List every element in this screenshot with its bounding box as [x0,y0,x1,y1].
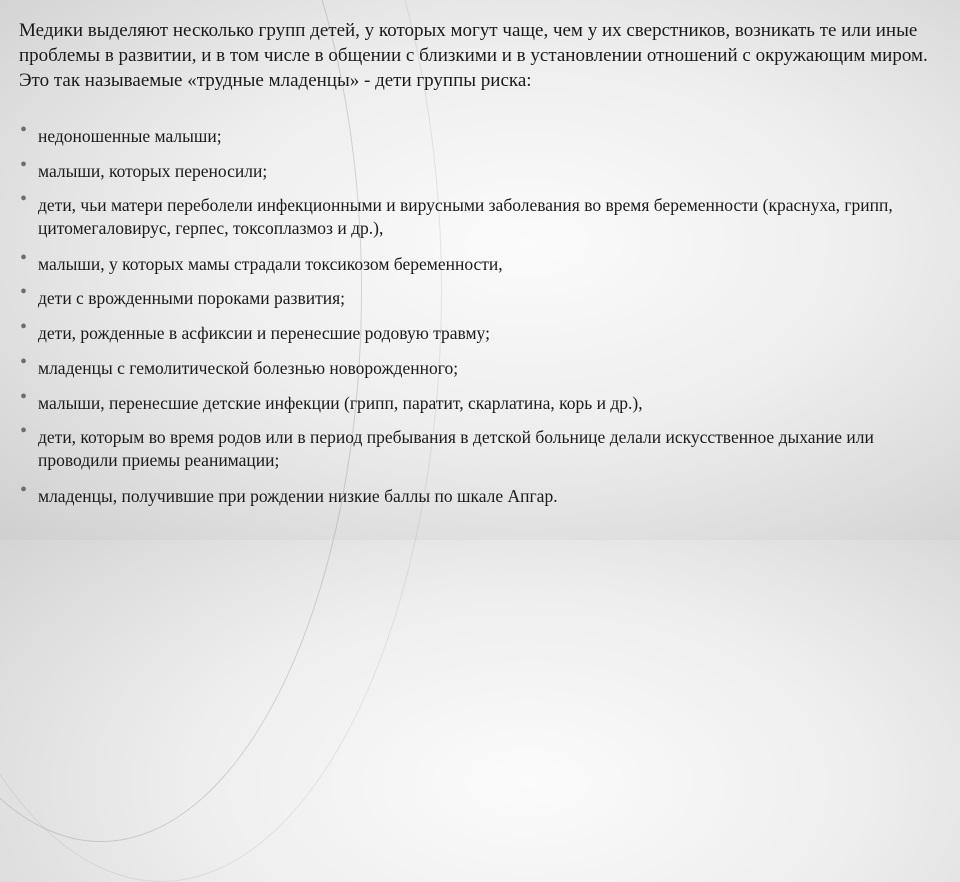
list-item-text: малыши, у которых мамы страдали токсикозом беременности, [38,254,503,274]
list-item-text: дети, которым во время родов или в период пребывания в детской больнице делали искусственное дыхание или проводили приемы реанимации; [38,427,874,470]
list-item-text: недоношенные малыши; [38,126,222,146]
list-item-text: дети, рожденные в асфиксии и перенесшие родовую травму; [38,323,490,343]
bullet-icon: • [20,154,28,176]
list-item-text: младенцы с гемолитической болезнью новорожденного; [38,358,459,378]
list-item-text: малыши, которых переносили; [38,161,268,181]
list-item-text: младенцы, получившие при рождении низкие баллы по шкале Апгар. [38,486,558,506]
list-item-text: дети с врожденными пороками развития; [38,288,346,308]
bullet-icon: • [20,386,28,408]
bullet-icon: • [20,316,28,338]
bullet-icon: • [20,188,28,210]
bullet-icon: • [20,119,28,141]
list-item-text: малыши, перенесшие детские инфекции (грипп, паратит, скарлатина, корь и др.), [38,393,643,413]
bullet-icon: • [20,479,28,501]
list-item-text: дети, чьи матери переболели инфекционными и вирусными заболевания во время беременности (краснуха, грипп, цитомегаловирус, герпес, токсоплазмоз и др.), [38,195,893,238]
bullet-icon: • [20,420,28,442]
bullet-icon: • [20,247,28,269]
intro-paragraph: Медики выделяют несколько групп детей, у которых могут чаще, чем у их сверстников, возникать те или иные проблемы в развитии, и в том числе в общении с близкими и в установлении отношений с окружающим миром. Это так называемые «трудные младенцы» - дети группы риска: [19,20,928,91]
bullet-icon: • [20,281,28,303]
bullet-icon: • [20,351,28,373]
